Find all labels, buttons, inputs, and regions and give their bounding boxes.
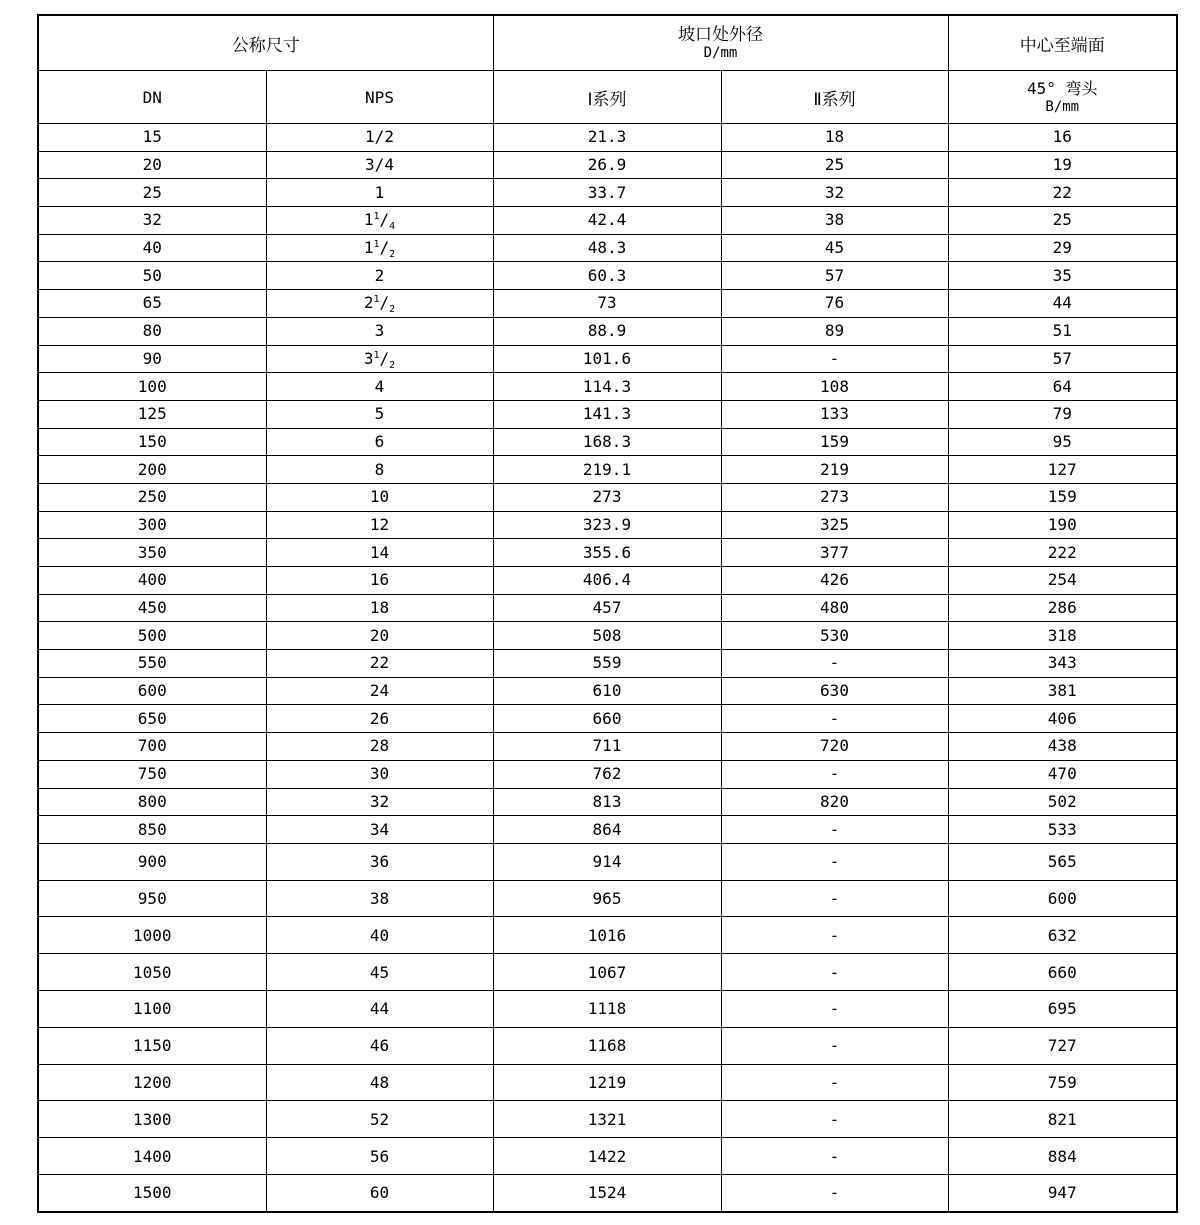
cell-series-1: 1524 [493,1175,721,1212]
header-bevel-od [493,15,948,71]
nps-denominator: 4 [389,221,396,233]
cell-nps: 56 [266,1138,493,1175]
cell-dn: 1100 [38,991,266,1028]
table-row [38,1101,1177,1138]
cell-dn: 600 [38,677,266,705]
cell-dn: 450 [38,594,266,622]
cell-nps: 10 [266,483,493,511]
cell-series-1: 610 [493,677,721,705]
cell-elbow45: 190 [948,511,1177,539]
header-elbow45-label: 45° 弯头 [1026,78,1098,98]
table-row [38,843,1177,880]
cell-series-2: 219 [721,456,948,484]
header-elbow45 [948,71,1177,124]
table-row [38,594,1177,622]
cell-elbow45: 759 [948,1064,1177,1101]
cell-elbow45: 222 [948,539,1177,567]
cell-series-2: 273 [721,483,948,511]
cell-series-1: 60.3 [493,262,721,290]
cell-nps: 24 [266,677,493,705]
cell-dn: 25 [38,179,266,207]
cell-series-2: - [721,991,948,1028]
cell-dn: 1000 [38,917,266,954]
cell-dn: 1150 [38,1027,266,1064]
cell-dn: 550 [38,650,266,678]
cell-series-2: 57 [721,262,948,290]
cell-series-2: - [721,816,948,844]
cell-series-1: 1168 [493,1027,721,1064]
cell-dn: 200 [38,456,266,484]
cell-nps [266,290,493,318]
nps-whole: 1 [363,210,374,230]
cell-dn: 150 [38,428,266,456]
cell-elbow45: 254 [948,567,1177,595]
table-row [38,345,1177,373]
cell-series-1: 88.9 [493,317,721,345]
cell-series-2: 377 [721,539,948,567]
cell-dn: 950 [38,880,266,917]
cell-nps: 36 [266,843,493,880]
cell-dn: 50 [38,262,266,290]
cell-nps: 14 [266,539,493,567]
cell-nps: 3 [266,317,493,345]
cell-series-1: 323.9 [493,511,721,539]
cell-series-1: 1118 [493,991,721,1028]
cell-nps: 34 [266,816,493,844]
cell-series-2: 426 [721,567,948,595]
header-series-2: Ⅱ系列 [721,71,948,124]
cell-nps: 48 [266,1064,493,1101]
cell-series-2: 76 [721,290,948,318]
cell-series-1: 355.6 [493,539,721,567]
table-row [38,705,1177,733]
table-row [38,539,1177,567]
cell-series-2: 45 [721,234,948,262]
cell-series-1: 1321 [493,1101,721,1138]
cell-dn: 850 [38,816,266,844]
cell-nps: 20 [266,622,493,650]
cell-elbow45: 884 [948,1138,1177,1175]
nps-numerator: 1 [373,349,380,361]
header-bevel-od-unit: D/mm [703,44,738,61]
cell-nps: 28 [266,733,493,761]
cell-dn: 300 [38,511,266,539]
cell-elbow45: 22 [948,179,1177,207]
nps-whole: 2 [363,293,374,313]
cell-series-1: 42.4 [493,207,721,235]
cell-series-2: 720 [721,733,948,761]
cell-series-1: 559 [493,650,721,678]
cell-dn: 20 [38,151,266,179]
table-row [38,991,1177,1028]
cell-series-1: 73 [493,290,721,318]
cell-series-2: 133 [721,400,948,428]
cell-elbow45: 660 [948,954,1177,991]
cell-series-2: 89 [721,317,948,345]
table-row [38,317,1177,345]
table-row [38,760,1177,788]
cell-nps: 30 [266,760,493,788]
cell-elbow45: 727 [948,1027,1177,1064]
header-row-2 [38,71,1177,124]
cell-series-1: 965 [493,880,721,917]
table-row [38,880,1177,917]
cell-series-1: 21.3 [493,124,721,152]
nps-denominator: 2 [389,249,396,261]
cell-series-1: 168.3 [493,428,721,456]
cell-nps: 38 [266,880,493,917]
cell-dn: 800 [38,788,266,816]
cell-nps: 26 [266,705,493,733]
cell-nps: 44 [266,991,493,1028]
cell-nps: 32 [266,788,493,816]
cell-elbow45: 286 [948,594,1177,622]
cell-nps: 16 [266,567,493,595]
nps-numerator: 1 [373,294,380,306]
table-row [38,456,1177,484]
table-row [38,917,1177,954]
cell-nps: 40 [266,917,493,954]
cell-dn: 650 [38,705,266,733]
cell-series-2: 25 [721,151,948,179]
cell-series-1: 48.3 [493,234,721,262]
table-row [38,290,1177,318]
cell-nps: 1 [266,179,493,207]
cell-series-1: 457 [493,594,721,622]
cell-dn: 125 [38,400,266,428]
header-elbow45-unit: B/mm [1045,98,1080,115]
nps-slash: / [379,238,390,258]
cell-dn: 80 [38,317,266,345]
cell-series-2: 38 [721,207,948,235]
cell-nps: 12 [266,511,493,539]
cell-elbow45: 600 [948,880,1177,917]
cell-series-2: 18 [721,124,948,152]
cell-elbow45: 95 [948,428,1177,456]
cell-dn: 750 [38,760,266,788]
cell-series-2: 630 [721,677,948,705]
cell-series-1: 914 [493,843,721,880]
cell-nps: 60 [266,1175,493,1212]
cell-series-2: - [721,760,948,788]
table-body [38,124,1177,1212]
cell-series-2: - [721,705,948,733]
cell-series-2: 325 [721,511,948,539]
cell-dn: 500 [38,622,266,650]
table-row [38,1138,1177,1175]
cell-series-1: 33.7 [493,179,721,207]
cell-elbow45: 343 [948,650,1177,678]
header-center-to-end: 中心至端面 [948,15,1177,71]
cell-dn: 900 [38,843,266,880]
nps-whole: 1 [363,238,374,258]
header-dn: DN [38,71,266,124]
cell-elbow45: 318 [948,622,1177,650]
cell-series-1: 26.9 [493,151,721,179]
cell-dn: 1200 [38,1064,266,1101]
table-row [38,1027,1177,1064]
table-row [38,511,1177,539]
cell-series-2: - [721,1175,948,1212]
cell-series-1: 141.3 [493,400,721,428]
cell-dn: 32 [38,207,266,235]
table-row [38,400,1177,428]
cell-elbow45: 406 [948,705,1177,733]
cell-series-2: - [721,1101,948,1138]
cell-nps: 52 [266,1101,493,1138]
table-row [38,567,1177,595]
cell-elbow45: 19 [948,151,1177,179]
nps-numerator: 1 [373,239,380,251]
cell-series-1: 1219 [493,1064,721,1101]
cell-series-1: 101.6 [493,345,721,373]
cell-nps: 18 [266,594,493,622]
table-row [38,650,1177,678]
header-bevel-od-label: 坡口处外径 [678,24,763,45]
table-row [38,483,1177,511]
cell-elbow45: 947 [948,1175,1177,1212]
nps-slash: / [379,210,390,230]
cell-dn: 350 [38,539,266,567]
cell-nps [266,234,493,262]
cell-elbow45: 533 [948,816,1177,844]
cell-elbow45: 159 [948,483,1177,511]
table-row [38,733,1177,761]
cell-series-2: 480 [721,594,948,622]
cell-elbow45: 79 [948,400,1177,428]
cell-elbow45: 565 [948,843,1177,880]
cell-nps: 4 [266,373,493,401]
cell-dn: 1050 [38,954,266,991]
table-row [38,816,1177,844]
cell-nps [266,207,493,235]
nps-slash: / [379,348,390,368]
cell-series-1: 762 [493,760,721,788]
cell-dn: 1400 [38,1138,266,1175]
cell-series-2: - [721,917,948,954]
nps-denominator: 2 [389,304,396,316]
table-row [38,124,1177,152]
table-row [38,179,1177,207]
cell-series-1: 1422 [493,1138,721,1175]
cell-series-2: 32 [721,179,948,207]
cell-nps: 5 [266,400,493,428]
cell-elbow45: 25 [948,207,1177,235]
cell-nps [266,345,493,373]
cell-nps: 6 [266,428,493,456]
cell-dn: 400 [38,567,266,595]
cell-elbow45: 64 [948,373,1177,401]
nps-slash: / [379,293,390,313]
cell-dn: 1300 [38,1101,266,1138]
cell-series-2: - [721,345,948,373]
cell-elbow45: 470 [948,760,1177,788]
cell-elbow45: 502 [948,788,1177,816]
nps-numerator: 1 [373,211,380,223]
cell-series-2: - [721,650,948,678]
cell-dn: 65 [38,290,266,318]
cell-series-1: 114.3 [493,373,721,401]
cell-dn: 15 [38,124,266,152]
cell-dn: 1500 [38,1175,266,1212]
cell-nps: 2 [266,262,493,290]
cell-series-2: - [721,843,948,880]
cell-series-1: 273 [493,483,721,511]
nps-whole: 3 [363,348,374,368]
cell-elbow45: 695 [948,991,1177,1028]
table-row [38,622,1177,650]
header-nps: NPS [266,71,493,124]
cell-series-1: 864 [493,816,721,844]
table-row [38,207,1177,235]
cell-dn: 100 [38,373,266,401]
cell-elbow45: 51 [948,317,1177,345]
cell-series-2: 108 [721,373,948,401]
cell-elbow45: 127 [948,456,1177,484]
table-row [38,954,1177,991]
header-nominal-size: 公称尺寸 [38,15,493,71]
cell-nps: 8 [266,456,493,484]
cell-elbow45: 44 [948,290,1177,318]
cell-dn: 90 [38,345,266,373]
cell-series-1: 1067 [493,954,721,991]
cell-series-2: 159 [721,428,948,456]
table-row [38,677,1177,705]
cell-nps: 3/4 [266,151,493,179]
cell-series-2: 530 [721,622,948,650]
cell-series-2: - [721,880,948,917]
table-row [38,788,1177,816]
cell-series-1: 813 [493,788,721,816]
table-row [38,262,1177,290]
cell-elbow45: 57 [948,345,1177,373]
cell-elbow45: 16 [948,124,1177,152]
cell-nps: 46 [266,1027,493,1064]
table-row [38,373,1177,401]
cell-series-2: 820 [721,788,948,816]
table-row [38,1064,1177,1101]
cell-series-2: - [721,1138,948,1175]
cell-series-2: - [721,1027,948,1064]
nps-denominator: 2 [389,359,396,371]
table-row [38,151,1177,179]
table-row [38,234,1177,262]
table-row [38,1175,1177,1212]
cell-elbow45: 381 [948,677,1177,705]
cell-series-2: - [721,954,948,991]
cell-series-1: 508 [493,622,721,650]
cell-series-1: 406.4 [493,567,721,595]
cell-nps: 45 [266,954,493,991]
header-row-1 [38,15,1177,71]
cell-elbow45: 438 [948,733,1177,761]
dimension-table [37,14,1178,1213]
cell-elbow45: 29 [948,234,1177,262]
cell-series-1: 711 [493,733,721,761]
cell-series-1: 660 [493,705,721,733]
cell-nps: 1/2 [266,124,493,152]
cell-series-2: - [721,1064,948,1101]
header-series-1: Ⅰ系列 [493,71,721,124]
cell-elbow45: 632 [948,917,1177,954]
cell-series-1: 1016 [493,917,721,954]
table-row [38,428,1177,456]
cell-elbow45: 821 [948,1101,1177,1138]
cell-dn: 700 [38,733,266,761]
cell-elbow45: 35 [948,262,1177,290]
cell-dn: 250 [38,483,266,511]
cell-series-1: 219.1 [493,456,721,484]
cell-dn: 40 [38,234,266,262]
cell-nps: 22 [266,650,493,678]
